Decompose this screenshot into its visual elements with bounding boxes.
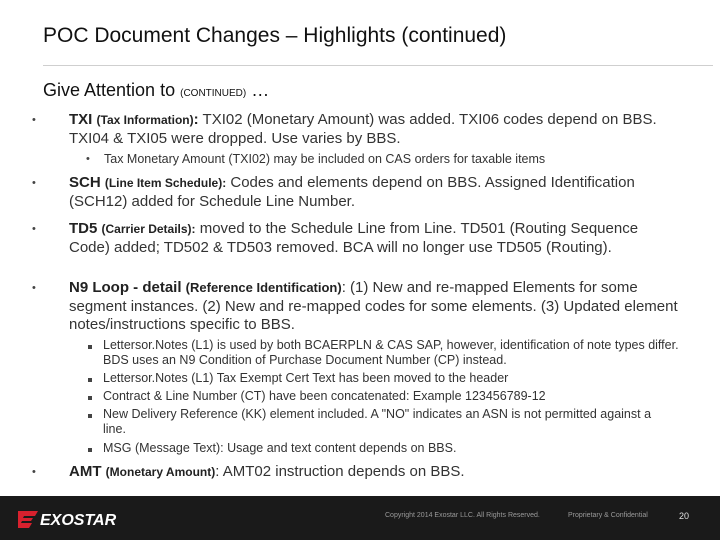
bullet: • <box>32 114 36 126</box>
sub-item-n9: Contract & Line Number (CT) have been concatenated: Example 123456789-12 <box>103 389 546 403</box>
segment-code: SCH <box>69 174 101 191</box>
segment-name: (Monetary Amount) <box>105 465 216 479</box>
bullet: • <box>32 466 36 478</box>
square-bullet <box>88 378 92 382</box>
sub-item-n9: MSG (Message Text): Usage and text content depends on BBS. <box>103 441 457 455</box>
segment-name: (Line Item Schedule): <box>104 176 227 190</box>
list-item-txi <box>69 111 669 148</box>
segment-code: TD5 <box>69 220 98 237</box>
segment-text: : AMT02 instruction depends on BBS. <box>215 463 465 480</box>
bullet: • <box>32 223 36 235</box>
list-item-sch <box>69 174 669 211</box>
logo-text: EXOSTAR <box>40 512 117 529</box>
list-item-n9 <box>69 279 679 335</box>
segment-name: (Tax Information) <box>96 113 194 127</box>
segment-text: Codes and elements depend on BBS. Assigned Identification (SCH12) added for Schedule Line Number. <box>69 174 635 210</box>
segment-text: moved to the Schedule Line from Line. TD501 (Routing Sequence Code) added; TD502 & TD503 removed. BCA will no longer use TD505 (Routing). <box>69 220 639 256</box>
sub-bullet: • <box>86 153 90 165</box>
square-bullet <box>88 345 92 349</box>
segment-code: N9 Loop - detail <box>69 279 182 296</box>
list-item-amt <box>69 463 669 482</box>
section-heading-ellipsis: … <box>251 80 270 100</box>
bullet: • <box>32 282 36 294</box>
logo-mark <box>18 511 38 528</box>
list-item-td5 <box>69 220 669 257</box>
square-bullet <box>88 448 92 452</box>
segment-name: (Carrier Details): <box>101 222 196 236</box>
sub-item-n9: Lettersor.Notes (L1) Tax Exempt Cert Text has been moved to the header <box>103 371 509 385</box>
section-heading-main: Give Attention to <box>43 80 176 100</box>
copyright-text: Copyright 2014 Exostar LLC. All Rights Reserved. <box>385 512 540 519</box>
proprietary-text: Proprietary & Confidential <box>568 512 648 519</box>
section-heading-continued: (CONTINUED) <box>180 88 247 99</box>
sub-item-n9: Lettersor.Notes (L1) is used by both BCAERPLN & CAS SAP, however, identification of note types differ. BDS uses an N9 Condition of Purchase Document Number (CP) instead. <box>103 338 679 367</box>
bullet: • <box>32 177 36 189</box>
segment-text: TXI02 (Monetary Amount) was added. TXI06 codes depend on BBS. TXI04 & TXI05 were dropped. Use varies by BBS. <box>69 111 657 147</box>
section-heading <box>43 80 269 101</box>
segment-code: AMT <box>69 463 102 480</box>
segment-code: TXI <box>69 111 93 128</box>
page-title: POC Document Changes – Highlights (continued) <box>43 24 507 47</box>
title-divider <box>43 65 713 66</box>
footer-bar <box>0 496 720 540</box>
segment-name: (Reference Identification) <box>185 280 342 295</box>
sub-item-txi: Tax Monetary Amount (TXI02) may be included on CAS orders for taxable items <box>104 152 546 166</box>
page-number: 20 <box>679 511 690 521</box>
segment-text: : (1) New and re-mapped Elements for some segment instances. (2) New and re-mapped codes for some elements. (3) Updated element notes/instructions specific to BBS. <box>69 279 678 333</box>
square-bullet <box>88 396 92 400</box>
segment-sep: : <box>193 111 199 128</box>
square-bullet <box>88 414 92 418</box>
sub-item-n9: New Delivery Reference (KK) element included. A "NO" indicates an ASN is not permitted against a line. <box>103 407 652 436</box>
exostar-logo <box>18 506 128 530</box>
